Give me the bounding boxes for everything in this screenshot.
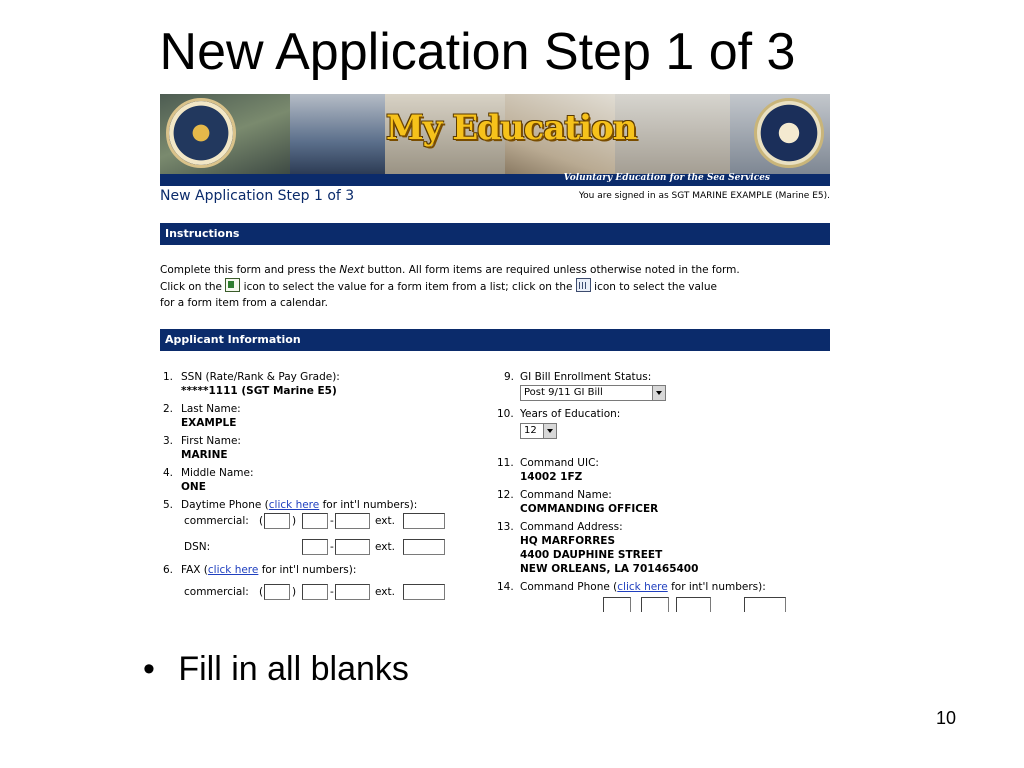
banner-tagline: Voluntary Education for the Sea Services: [563, 173, 770, 183]
applicant-info-header: Applicant Information: [160, 329, 830, 351]
command-name-label: Command Name:: [520, 489, 612, 501]
item-number: 10.: [497, 408, 514, 420]
item-number: 1.: [163, 371, 174, 383]
middle-name-value: ONE: [181, 481, 206, 493]
navy-seal-icon: [166, 98, 236, 168]
ext-label: ext.: [375, 586, 395, 598]
gi-bill-select[interactable]: [520, 385, 666, 401]
bullet-item: [143, 650, 409, 689]
signed-in-status: You are signed in as SGT MARINE EXAMPLE (Marine E5).: [578, 191, 830, 201]
daytime-commercial-row: [163, 512, 493, 532]
dsn-prefix-input[interactable]: [302, 539, 328, 555]
day-phone-prefix-input[interactable]: [302, 513, 328, 529]
ssn-value: *****1111 (SGT Marine E5): [181, 385, 337, 397]
last-name-value: EXAMPLE: [181, 417, 237, 429]
fax-line-input[interactable]: [335, 584, 370, 600]
years-education-select[interactable]: [520, 423, 557, 439]
item-number: 11.: [497, 457, 514, 469]
command-uic-value: 14002 1FZ: [520, 471, 583, 483]
site-logo[interactable]: My Education: [386, 108, 637, 148]
years-education-label: Years of Education:: [520, 408, 621, 420]
daytime-phone-intl-link[interactable]: click here: [268, 499, 320, 511]
item-number: 2.: [163, 403, 174, 415]
commercial-label: commercial:: [184, 586, 249, 598]
instr-text: icon to select the value: [590, 281, 717, 293]
item-number: 9.: [504, 371, 515, 383]
daytime-dsn-row: [163, 538, 493, 558]
item-number: 13.: [497, 521, 514, 533]
fax-item: [163, 564, 493, 577]
open-paren: (: [259, 515, 264, 527]
command-address-line: 4400 DAUPHINE STREET: [520, 549, 663, 561]
command-phone-intl-link[interactable]: click here: [617, 581, 668, 593]
command-phone-label-suffix: for int'l numbers):: [667, 581, 766, 593]
calendar-icon: [576, 278, 591, 292]
dash: -: [330, 515, 334, 527]
instr-next-word: Next: [339, 264, 365, 276]
command-name-item: [497, 489, 830, 516]
command-phone-label: Command Phone (: [520, 581, 618, 593]
first-name-value: MARINE: [181, 449, 228, 461]
day-phone-area-code-input[interactable]: [264, 513, 290, 529]
fax-label: FAX (: [181, 564, 208, 576]
instr-text: icon to select the value for a form item from a list; click on the: [240, 281, 576, 293]
day-phone-ext-input[interactable]: [403, 513, 445, 529]
instr-text: Complete this form and press the: [160, 264, 340, 276]
page-heading: New Application Step 1 of 3: [160, 188, 355, 204]
first-name-label: First Name:: [181, 435, 241, 447]
ssn-label: SSN (Rate/Rank & Pay Grade):: [181, 371, 340, 383]
first-name-item: [163, 435, 493, 462]
slide-number: 10: [936, 708, 957, 728]
applicant-left-column: [163, 371, 493, 603]
instr-text: Click on the: [160, 281, 226, 293]
open-paren: (: [259, 586, 264, 598]
item-number: 4.: [163, 467, 174, 479]
banner: [160, 94, 830, 186]
gi-bill-item: [497, 371, 830, 401]
command-phone-item: [497, 581, 830, 594]
last-name-label: Last Name:: [181, 403, 241, 415]
dsn-line-input[interactable]: [335, 539, 370, 555]
bullet-text: Fill in all blanks: [178, 650, 409, 688]
gi-bill-label: GI Bill Enrollment Status:: [520, 371, 652, 383]
commercial-label: commercial:: [184, 515, 249, 527]
command-address-item: [497, 521, 830, 576]
list-select-icon: [225, 278, 240, 292]
command-name-value: COMMANDING OFFICER: [520, 503, 659, 515]
fax-label-suffix: for int'l numbers):: [258, 564, 357, 576]
cmd-phone-area-code-input[interactable]: [603, 597, 631, 612]
daytime-phone-item: [163, 499, 493, 512]
applicant-right-column: [497, 371, 830, 612]
dash: -: [330, 541, 334, 553]
command-uic-label: Command UIC:: [520, 457, 599, 469]
instructions-header: Instructions: [160, 223, 830, 245]
instr-text: for a form item from a calendar.: [160, 297, 328, 309]
app-screenshot: [160, 94, 830, 612]
ssn-item: [163, 371, 493, 398]
dash: -: [330, 586, 334, 598]
instr-text: button. All form items are required unless otherwise noted in the form.: [364, 264, 740, 276]
ext-label: ext.: [375, 515, 395, 527]
command-address-line: HQ MARFORRES: [520, 535, 616, 547]
daytime-phone-label: Daytime Phone (: [181, 499, 269, 511]
middle-name-item: [163, 467, 493, 494]
fax-ext-input[interactable]: [403, 584, 445, 600]
chevron-down-icon[interactable]: [543, 424, 556, 438]
item-number: 14.: [497, 581, 514, 593]
item-number: 3.: [163, 435, 174, 447]
item-number: 5.: [163, 499, 174, 511]
daytime-phone-label-suffix: for int'l numbers):: [319, 499, 418, 511]
command-uic-item: [497, 457, 830, 484]
close-paren: ): [292, 586, 297, 598]
command-address-label: Command Address:: [520, 521, 623, 533]
slide-title: New Application Step 1 of 3: [159, 23, 796, 81]
item-number: 6.: [163, 564, 174, 576]
command-address-line: NEW ORLEANS, LA 701465400: [520, 563, 699, 575]
fax-intl-link[interactable]: click here: [207, 564, 259, 576]
banner-photo: [290, 94, 385, 174]
day-phone-line-input[interactable]: [335, 513, 370, 529]
middle-name-label: Middle Name:: [181, 467, 254, 479]
cmd-phone-prefix-input[interactable]: [641, 597, 669, 612]
dsn-label: DSN:: [184, 541, 211, 553]
years-education-item: [497, 408, 830, 439]
fax-prefix-input[interactable]: [302, 584, 328, 600]
fax-area-code-input[interactable]: [264, 584, 290, 600]
command-phone-row: [497, 596, 830, 612]
college-seal-icon: [754, 98, 824, 168]
cmd-phone-line-input[interactable]: [676, 597, 711, 612]
years-education-selected: 12: [524, 425, 537, 436]
dsn-ext-input[interactable]: [403, 539, 445, 555]
chevron-down-icon[interactable]: [652, 386, 665, 400]
fax-commercial-row: [163, 583, 493, 603]
ext-label: ext.: [375, 541, 395, 553]
gi-bill-selected: Post 9/11 GI Bill: [524, 387, 603, 398]
instructions-text: [160, 262, 825, 311]
last-name-item: [163, 403, 493, 430]
item-number: 12.: [497, 489, 514, 501]
close-paren: ): [292, 515, 297, 527]
cmd-phone-ext-input[interactable]: [744, 597, 786, 612]
bullet-icon: •: [143, 650, 155, 688]
